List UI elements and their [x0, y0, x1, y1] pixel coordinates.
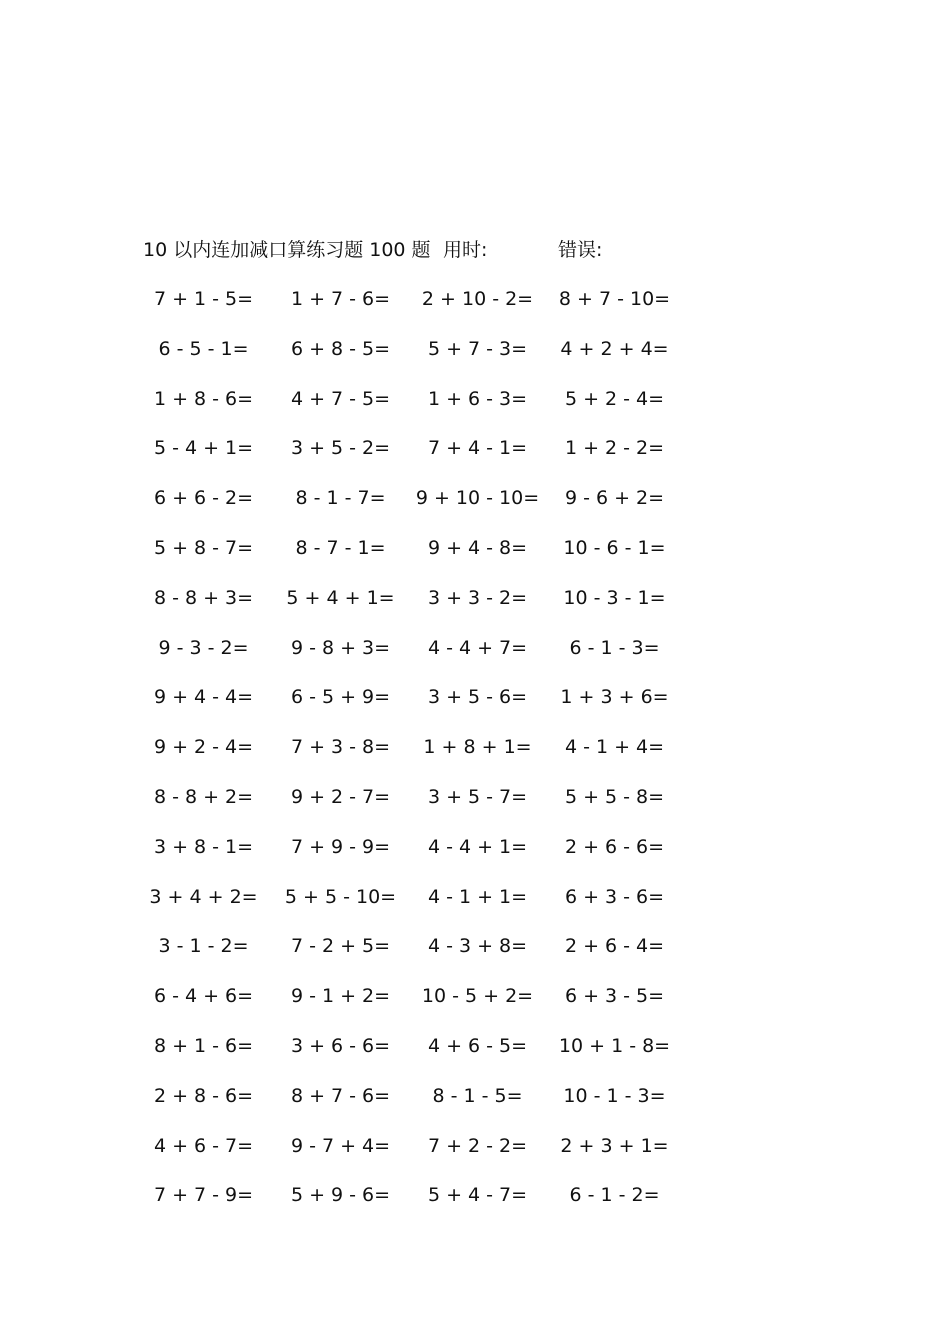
- arithmetic-problem: 5 - 4 + 1=: [153, 437, 254, 460]
- arithmetic-problem: 5 + 4 + 1=: [286, 586, 395, 609]
- problem-row: [0, 285, 950, 335]
- arithmetic-problem: 9 + 2 - 7=: [290, 785, 391, 808]
- problem-row: [0, 833, 950, 883]
- arithmetic-problem: 5 + 5 - 10=: [284, 885, 397, 908]
- arithmetic-problem: 4 - 1 + 1=: [427, 885, 528, 908]
- arithmetic-problem: 6 + 3 - 6=: [564, 885, 665, 908]
- arithmetic-problem: 3 + 4 + 2=: [149, 885, 258, 908]
- problem-row: [0, 584, 950, 634]
- arithmetic-problem: 9 - 1 + 2=: [290, 985, 391, 1008]
- arithmetic-problem: 8 + 1 - 6=: [153, 1034, 254, 1057]
- arithmetic-problem: 10 - 1 - 3=: [563, 1084, 666, 1107]
- arithmetic-problem: 8 - 7 - 1=: [295, 536, 386, 559]
- errors-label: 错误:: [558, 239, 603, 261]
- problem-row: [0, 484, 950, 534]
- arithmetic-problem: 5 + 9 - 6=: [290, 1184, 391, 1207]
- arithmetic-problem: 8 + 7 - 10=: [558, 288, 671, 310]
- arithmetic-problem: 8 - 8 + 3=: [153, 586, 254, 609]
- arithmetic-problem: 1 + 7 - 6=: [290, 288, 391, 310]
- arithmetic-problem: 3 - 1 - 2=: [158, 935, 249, 958]
- arithmetic-problem: 5 + 5 - 8=: [564, 785, 665, 808]
- problem-row: [0, 1132, 950, 1182]
- arithmetic-problem: 7 + 9 - 9=: [290, 835, 391, 858]
- arithmetic-problem: 7 + 1 - 5=: [153, 288, 254, 310]
- problem-row: [0, 783, 950, 833]
- problem-row: [0, 1032, 950, 1082]
- arithmetic-problem: 4 - 4 + 7=: [427, 636, 528, 659]
- arithmetic-problem: 2 + 8 - 6=: [153, 1084, 254, 1107]
- arithmetic-problem: 4 - 4 + 1=: [427, 835, 528, 858]
- arithmetic-problem: 2 + 6 - 6=: [564, 835, 665, 858]
- arithmetic-problem: 5 + 4 - 7=: [427, 1184, 528, 1207]
- arithmetic-problem: 8 - 1 - 7=: [295, 487, 386, 510]
- arithmetic-problem: 3 + 5 - 6=: [427, 686, 528, 709]
- arithmetic-problem: 6 + 3 - 5=: [564, 985, 665, 1008]
- arithmetic-problem: 3 + 3 - 2=: [427, 586, 528, 609]
- arithmetic-problem: 10 - 6 - 1=: [563, 536, 666, 559]
- arithmetic-problem: 4 + 6 - 5=: [427, 1034, 528, 1057]
- problem-grid: [0, 285, 950, 1231]
- arithmetic-problem: 5 + 2 - 4=: [564, 387, 665, 410]
- arithmetic-problem: 9 - 3 - 2=: [158, 636, 249, 659]
- arithmetic-problem: 8 + 7 - 6=: [290, 1084, 391, 1107]
- arithmetic-problem: 2 + 10 - 2=: [421, 288, 534, 310]
- arithmetic-problem: 6 - 1 - 2=: [569, 1184, 660, 1207]
- arithmetic-problem: 6 - 1 - 3=: [569, 636, 660, 659]
- arithmetic-problem: 3 + 8 - 1=: [153, 835, 254, 858]
- arithmetic-problem: 3 + 5 - 2=: [290, 437, 391, 460]
- arithmetic-problem: 4 + 6 - 7=: [153, 1134, 254, 1157]
- arithmetic-problem: 5 + 8 - 7=: [153, 536, 254, 559]
- problem-row: [0, 1082, 950, 1132]
- problem-row: [0, 1181, 950, 1231]
- arithmetic-problem: 8 - 1 - 5=: [432, 1084, 523, 1107]
- arithmetic-problem: 10 - 5 + 2=: [421, 985, 534, 1008]
- arithmetic-problem: 9 - 6 + 2=: [564, 487, 665, 510]
- problem-row: [0, 335, 950, 385]
- arithmetic-problem: 10 + 1 - 8=: [558, 1034, 671, 1057]
- arithmetic-problem: 4 - 3 + 8=: [427, 935, 528, 958]
- arithmetic-problem: 1 + 6 - 3=: [427, 387, 528, 410]
- arithmetic-problem: 3 + 6 - 6=: [290, 1034, 391, 1057]
- problem-row: [0, 932, 950, 982]
- arithmetic-problem: 5 + 7 - 3=: [427, 337, 528, 360]
- arithmetic-problem: 9 + 2 - 4=: [153, 736, 254, 759]
- arithmetic-problem: 2 + 3 + 1=: [560, 1134, 669, 1157]
- arithmetic-problem: 10 - 3 - 1=: [563, 586, 666, 609]
- arithmetic-problem: 9 - 8 + 3=: [290, 636, 391, 659]
- arithmetic-problem: 8 - 8 + 2=: [153, 785, 254, 808]
- arithmetic-problem: 6 + 8 - 5=: [290, 337, 391, 360]
- arithmetic-problem: 7 - 2 + 5=: [290, 935, 391, 958]
- arithmetic-problem: 7 + 2 - 2=: [427, 1134, 528, 1157]
- problem-row: [0, 883, 950, 933]
- worksheet-title: 10 以内连加减口算练习题 100 题: [143, 239, 431, 261]
- arithmetic-problem: 9 + 4 - 8=: [427, 536, 528, 559]
- arithmetic-problem: 1 + 8 - 6=: [153, 387, 254, 410]
- arithmetic-problem: 3 + 5 - 7=: [427, 785, 528, 808]
- arithmetic-problem: 6 - 4 + 6=: [153, 985, 254, 1008]
- arithmetic-problem: 4 + 7 - 5=: [290, 387, 391, 410]
- arithmetic-problem: 6 - 5 - 1=: [158, 337, 249, 360]
- arithmetic-problem: 9 + 4 - 4=: [153, 686, 254, 709]
- arithmetic-problem: 1 + 8 + 1=: [423, 736, 532, 759]
- arithmetic-problem: 1 + 2 - 2=: [564, 437, 665, 460]
- arithmetic-problem: 6 + 6 - 2=: [153, 487, 254, 510]
- arithmetic-problem: 2 + 6 - 4=: [564, 935, 665, 958]
- arithmetic-problem: 6 - 5 + 9=: [290, 686, 391, 709]
- problem-row: [0, 982, 950, 1032]
- arithmetic-problem: 4 - 1 + 4=: [564, 736, 665, 759]
- problem-row: [0, 733, 950, 783]
- problem-row: [0, 434, 950, 484]
- problem-row: [0, 534, 950, 584]
- arithmetic-problem: 1 + 3 + 6=: [560, 686, 669, 709]
- arithmetic-problem: 9 + 10 - 10=: [415, 487, 540, 510]
- arithmetic-problem: 9 - 7 + 4=: [290, 1134, 391, 1157]
- problem-row: [0, 385, 950, 435]
- time-used-label: 用时:: [443, 239, 488, 261]
- problem-row: [0, 683, 950, 733]
- arithmetic-problem: 7 + 3 - 8=: [290, 736, 391, 759]
- arithmetic-problem: 4 + 2 + 4=: [560, 337, 669, 360]
- arithmetic-problem: 7 + 4 - 1=: [427, 437, 528, 460]
- problem-row: [0, 634, 950, 684]
- arithmetic-problem: 7 + 7 - 9=: [153, 1184, 254, 1207]
